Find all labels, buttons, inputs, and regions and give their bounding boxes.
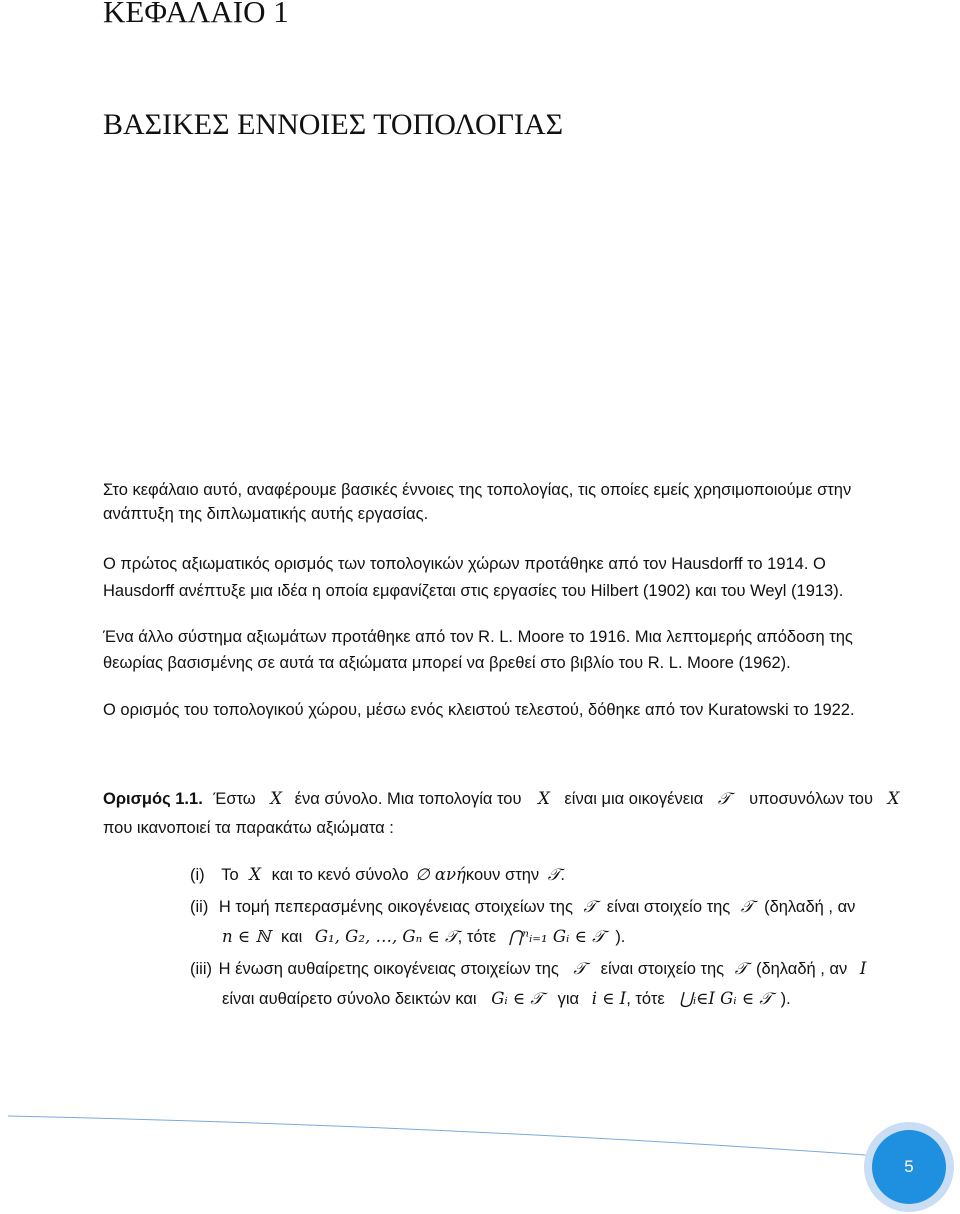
intro-paragraph xyxy=(103,478,851,526)
axiom-ii-text-c: (δηλαδή , αν xyxy=(764,898,856,916)
g-family-in-t: G₁, G₂, …, Gₙ ∈ 𝒯 xyxy=(314,927,458,946)
set-x-symbol: X xyxy=(538,789,550,808)
definition-line-1 xyxy=(103,789,899,809)
axiom-iii-close: ). xyxy=(780,990,791,1008)
definition-text-d: υποσυνόλων του xyxy=(749,790,873,808)
set-x-symbol: X xyxy=(887,789,900,808)
page-number: 5 xyxy=(904,1157,914,1176)
intro-line-1: Στο κεφάλαιο αυτό, αναφέρουμε βασικές έννοιες της τοπολογίας, τις οποίες εμείς χρησιμοποιούμε στην xyxy=(103,481,852,499)
moore-line-2: θεωρίας βασισμένης σε αυτά τα αξιώματα μπορεί να βρεθεί στο βιβλίο του R. L. Moore (1962). xyxy=(103,654,791,672)
topology-t-symbol: 𝒯 xyxy=(573,959,587,978)
page-number-circle xyxy=(872,1130,946,1204)
axiom-ii-number: (ii) xyxy=(190,898,209,916)
axiom-ii-and: και xyxy=(281,928,303,946)
axiom-i xyxy=(190,865,565,885)
axiom-iii-text-a: Η ένωση αυθαίρετης οικογένειας στοιχείων της xyxy=(218,960,559,978)
axiom-iii-text-c: (δηλαδή , αν xyxy=(755,960,848,978)
axiom-iii-number: (iii) xyxy=(190,960,212,978)
topology-t-symbol: 𝒯 xyxy=(583,897,597,916)
axiom-ii-line-1 xyxy=(190,897,855,917)
definition-label: Ορισμός 1.1. xyxy=(103,790,203,808)
moore-line-1: Ένα άλλο σύστημα αξιωμάτων προτάθηκε από τον R. L. Moore το 1916. Μια λεπτομερής απόδοση της xyxy=(103,628,853,646)
definition-text-a: Έστω xyxy=(213,790,256,808)
axiom-iii-text-d: είναι αυθαίρετο σύνολο δεικτών και xyxy=(222,990,477,1008)
axiom-iii-text-b: είναι στοιχείο της xyxy=(600,960,725,978)
i-in-index-set: i ∈ I xyxy=(591,989,627,1008)
page-number-badge xyxy=(864,1122,954,1212)
chapter-title: ΒΑΣΙΚΕΣ ΕΝΝΟΙΕΣ ΤΟΠΟΛΟΓΙΑΣ xyxy=(103,108,564,141)
history-line-2: Hausdorff ανέπτυξε μια ιδέα η οποία εμφανίζεται στις εργασίες του Hilbert (1902) και του Weyl (1913). xyxy=(103,582,844,600)
definition-line-2: που ικανοποιεί τα παρακάτω αξιώματα : xyxy=(103,819,394,837)
axiom-ii-line-2 xyxy=(222,927,625,947)
topology-t-symbol: 𝒯 xyxy=(717,789,731,808)
definition-text-b: ένα σύνολο. Μια τοπολογία του xyxy=(294,790,522,808)
n-in-naturals: n ∈ ℕ xyxy=(222,927,271,946)
chapter-heading: ΚΕΦΑΛΑΙΟ 1 xyxy=(103,0,289,29)
set-x-symbol: X xyxy=(270,789,283,808)
axiom-iii-line-1 xyxy=(190,959,866,979)
history-line-1: Ο πρώτος αξιωματικός ορισμός των τοπολογικών χώρων προτάθηκε από τον Hausdorff το 1914. Ο xyxy=(103,555,826,573)
history-paragraph xyxy=(103,552,843,603)
intro-line-2: ανάπτυξη της διπλωματικής αυτής εργασίας. xyxy=(103,505,429,523)
axiom-ii-text-a: Η τομή πεπερασμένης οικογένειας στοιχείων της xyxy=(218,898,573,916)
axiom-i-text-c: κουν στην xyxy=(465,866,540,884)
footer-curve xyxy=(8,1116,880,1156)
set-x-symbol: X xyxy=(249,865,262,884)
axiom-ii-close: ). xyxy=(615,928,626,946)
axiom-ii-then: , τότε xyxy=(457,928,497,946)
moore-paragraph xyxy=(103,625,853,675)
axiom-iii-for: για xyxy=(557,990,580,1008)
topology-t-symbol: 𝒯 xyxy=(734,959,748,978)
axiom-ii-text-b: είναι στοιχείο της xyxy=(606,898,731,916)
index-set-symbol: I xyxy=(859,959,867,978)
empty-set-symbol: ∅ ανή xyxy=(415,865,466,884)
topology-t-symbol: 𝒯 xyxy=(740,897,754,916)
kuratowski-paragraph: Ο ορισμός του τοπολογικού χώρου, μέσω ενός κλειστού τελεστού, δόθηκε από τον Kuratowski το 1922. xyxy=(103,701,855,719)
axiom-i-end: . xyxy=(560,866,565,884)
axiom-iii-line-2 xyxy=(222,989,791,1009)
gi-in-t: Gᵢ ∈ 𝒯 xyxy=(491,989,544,1008)
axiom-i-text-b: και το κενό σύνολο xyxy=(271,866,409,884)
finite-intersection-formula: ⋂ⁿᵢ₌₁ Gᵢ ∈ 𝒯 xyxy=(508,927,605,946)
axiom-i-number: (i) xyxy=(190,866,205,884)
axiom-iii-then: , τότε xyxy=(626,990,665,1008)
arbitrary-union-formula: ⋃ᵢ∈I Gᵢ ∈ 𝒯 xyxy=(679,989,772,1008)
topology-t-symbol: 𝒯 xyxy=(547,865,561,884)
axiom-i-text-a: Το xyxy=(221,866,239,884)
definition-text-c: είναι μια οικογένεια xyxy=(564,790,704,808)
